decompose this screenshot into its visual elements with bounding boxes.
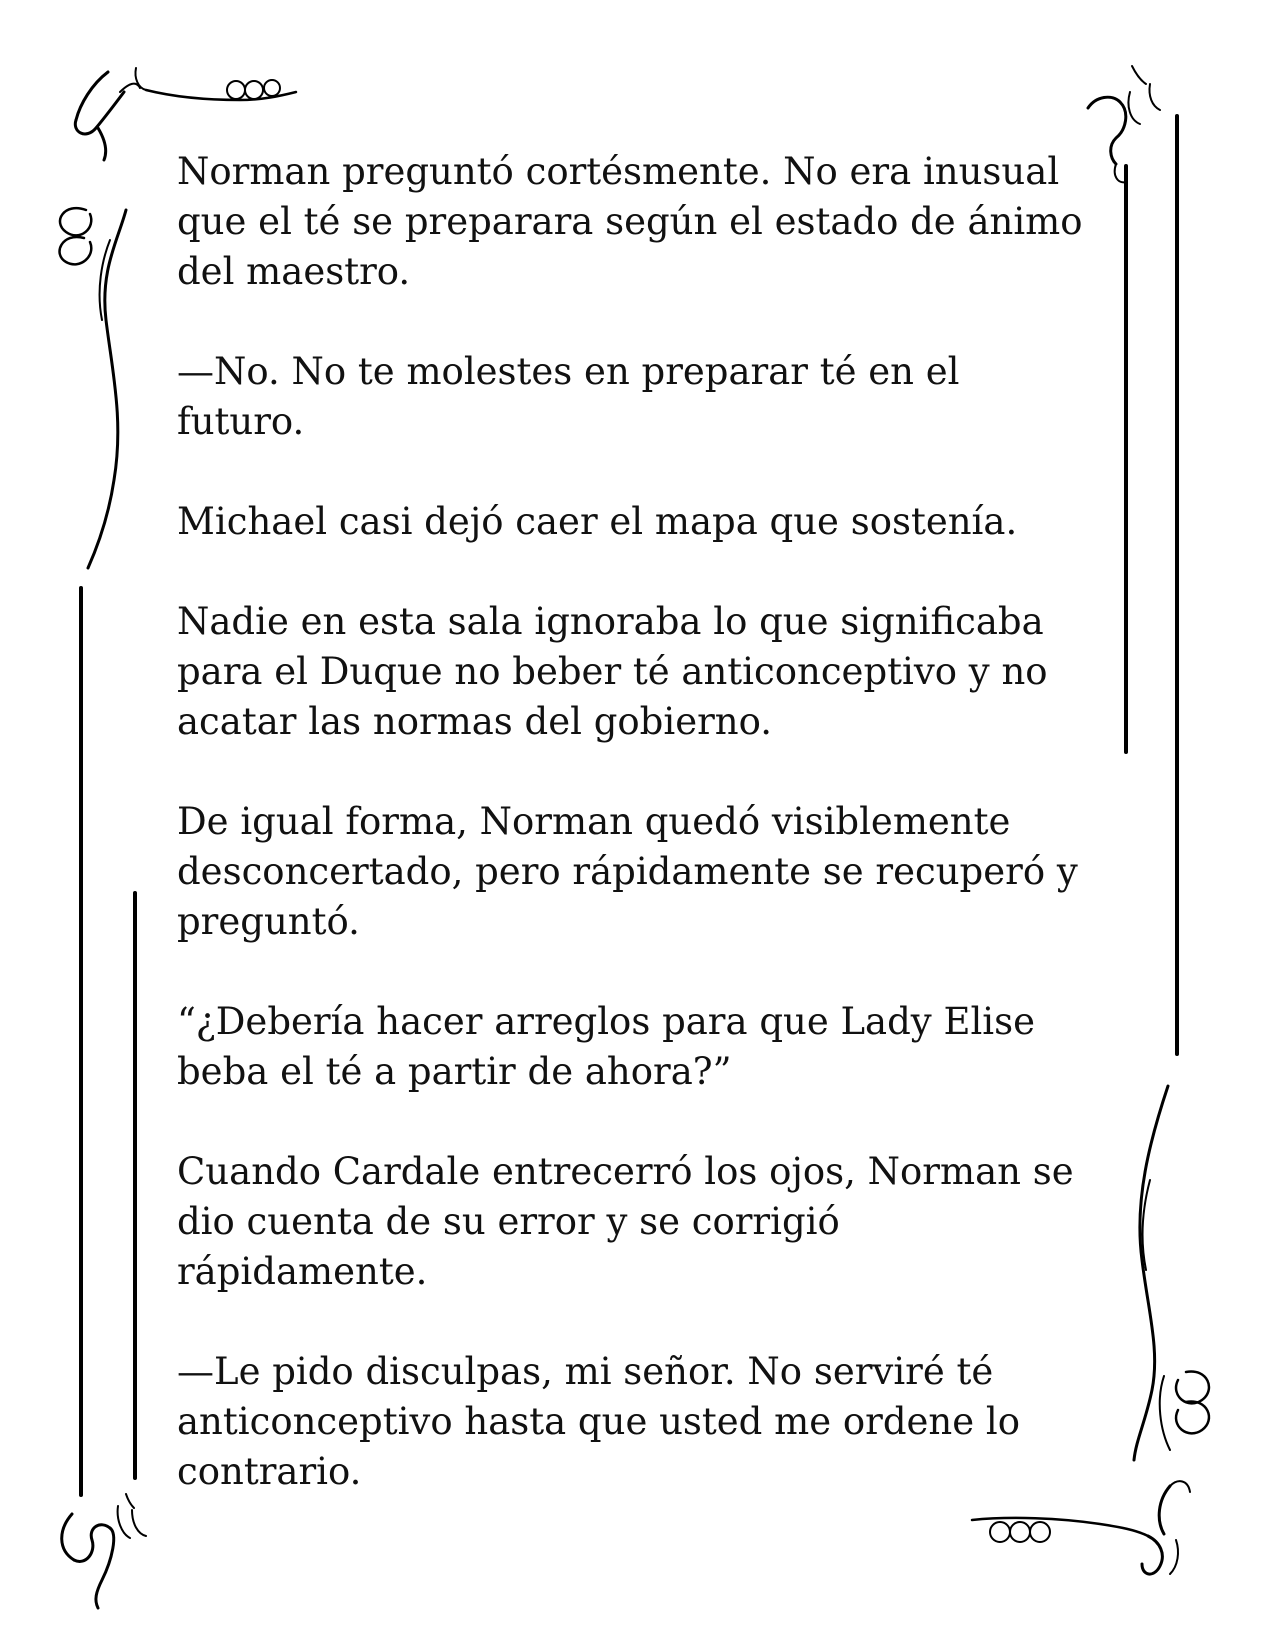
paragraph: —No. No te molestes en preparar té en el futuro. [177, 350, 960, 443]
paragraph: “¿Debería hacer arreglos para que Lady Elise beba el té a partir de ahora?” [177, 1000, 1036, 1093]
top-right-flourish-icon [1088, 66, 1160, 182]
paragraph: Cuando Cardale entrecerró los ojos, Norman se dio cuenta de su error y se corrigió rápidamente. [177, 1150, 1074, 1293]
paragraph: Nadie en esta sala ignoraba lo que significaba para el Duque no beber té anticonceptivo y no acatar las normas del gobierno. [177, 600, 1048, 743]
paragraph: Norman preguntó cortésmente. No era inusual que el té se preparara según el estado de ánimo del maestro. [177, 150, 1083, 293]
paragraph: —Le pido disculpas, mi señor. No serviré té anticonceptivo hasta que usted me ordene lo contrario. [177, 1350, 1021, 1493]
paragraph: Michael casi dejó caer el mapa que sostenía. [177, 500, 1018, 543]
paragraph: De igual forma, Norman quedó visiblemente desconcertado, pero rápidamente se recuperó y preguntó. [177, 800, 1078, 943]
bottom-left-flourish-icon [62, 1494, 146, 1608]
chapter-text [177, 147, 1097, 1547]
